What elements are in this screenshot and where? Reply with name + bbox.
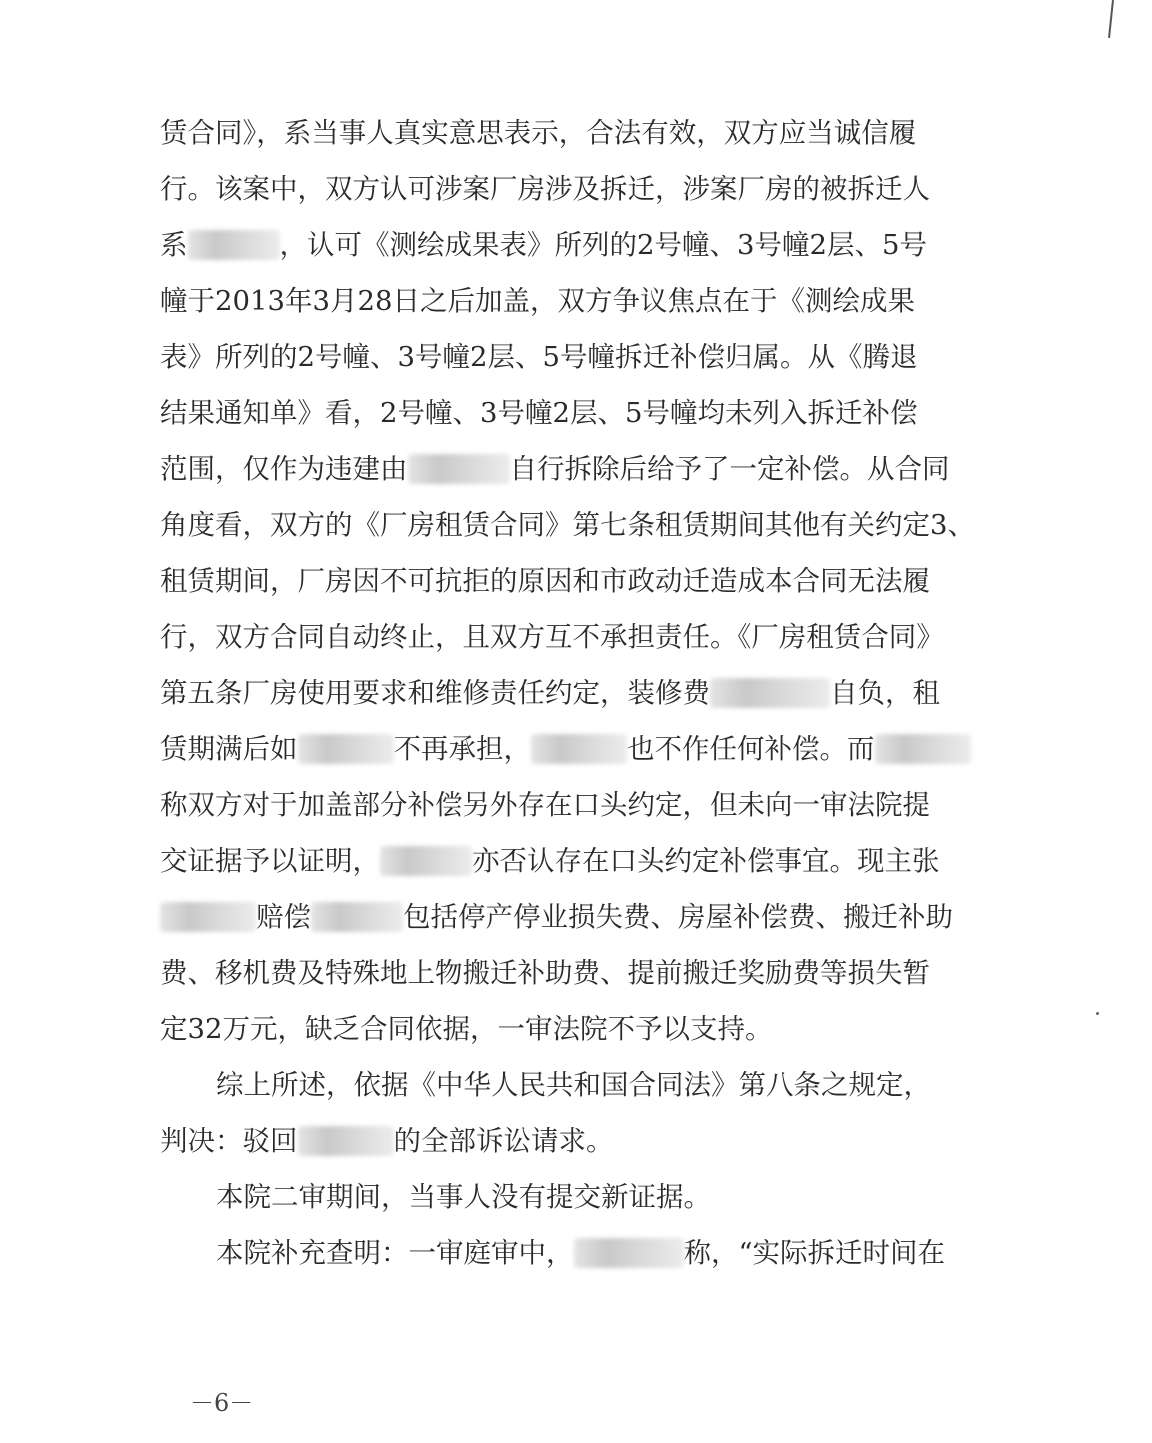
text-line xyxy=(160,340,917,374)
text-line xyxy=(160,1012,773,1046)
text-segment: 亦否认存在口头约定补偿事宜。现主张 xyxy=(472,845,940,877)
text-segment: 本院补充查明：一审庭审中， xyxy=(216,1237,574,1269)
redaction-blur xyxy=(380,846,472,876)
redaction-blur xyxy=(408,454,510,484)
text-segment: 行。该案中，双方认可涉案厂房涉及拆迁，涉案厂房的被拆迁人 xyxy=(160,173,930,205)
text-segment: 赔偿 xyxy=(256,901,311,933)
text-line xyxy=(160,452,950,486)
text-line xyxy=(160,676,940,710)
page-number: －6－ xyxy=(190,1389,254,1417)
text-line xyxy=(160,1124,614,1158)
text-segment: 本院二审期间，当事人没有提交新证据。 xyxy=(216,1181,711,1213)
text-segment: 租赁期间，厂房因不可抗拒的原因和市政动迁造成本合同无法履 xyxy=(160,565,930,597)
redaction-blur xyxy=(298,1126,394,1156)
text-line xyxy=(160,172,930,206)
text-segment: 的全部诉讼请求。 xyxy=(393,1125,614,1157)
text-segment: 判决：驳回 xyxy=(160,1125,298,1157)
text-line xyxy=(160,564,930,598)
text-segment: 幢于2013年3月28日之后加盖，双方争议焦点在于《测绘成果 xyxy=(160,285,915,317)
text-segment: ，认可《测绘成果表》所列的2号幢、3号幢2层、5号 xyxy=(279,229,927,261)
redaction-blur xyxy=(160,902,256,932)
text-segment: 综上所述，依据《中华人民共和国合同法》第八条之规定， xyxy=(216,1069,931,1101)
redaction-blur xyxy=(710,678,830,708)
text-line xyxy=(160,284,915,318)
text-segment: 系 xyxy=(160,229,188,261)
text-segment: 包括停产停业损失费、房屋补偿费、搬迁补助 xyxy=(403,901,953,933)
text-segment: 称双方对于加盖部分补偿另外存在口头约定，但未向一审法院提 xyxy=(160,789,930,821)
text-segment: 不再承担， xyxy=(393,733,531,765)
text-segment: 结果通知单》看，2号幢、3号幢2层、5号幢均未列入拆迁补偿 xyxy=(160,397,918,429)
text-segment: 自行拆除后给予了一定补偿。从合同 xyxy=(509,453,950,485)
text-line xyxy=(160,900,953,934)
scan-dust xyxy=(1096,1012,1099,1015)
text-segment: 行，双方合同自动终止，且双方互不承担责任。《厂房租赁合同》 xyxy=(160,621,944,653)
redaction-blur xyxy=(188,230,280,260)
text-line xyxy=(160,788,930,822)
text-line xyxy=(160,732,971,766)
text-segment: 称，“实际拆迁时间在 xyxy=(683,1237,946,1269)
text-segment: 费、移机费及特殊地上物搬迁补助费、提前搬迁奖励费等损失暂 xyxy=(160,957,930,989)
text-segment: 第五条厂房使用要求和维修责任约定，装修费 xyxy=(160,677,710,709)
text-segment: 角度看，双方的《厂房租赁合同》第七条租赁期间其他有关约定3、 xyxy=(160,509,975,541)
redaction-blur xyxy=(531,734,627,764)
text-segment: 赁期满后如 xyxy=(160,733,298,765)
text-line xyxy=(160,508,975,542)
text-segment: 交证据予以证明， xyxy=(160,845,380,877)
text-segment: 定32万元，缺乏合同依据，一审法院不予以支持。 xyxy=(160,1013,773,1045)
text-line xyxy=(160,620,944,654)
text-line xyxy=(160,228,927,262)
text-segment: 赁合同》，系当事人真实意思表示，合法有效，双方应当诚信履 xyxy=(160,117,917,149)
text-line xyxy=(160,396,917,430)
text-line xyxy=(160,956,930,990)
text-segment: 表》所列的2号幢、3号幢2层、5号幢拆迁补偿归属。从《腾退 xyxy=(160,341,918,373)
text-line xyxy=(216,1180,711,1214)
text-segment: 自负，租 xyxy=(830,677,940,709)
text-line xyxy=(216,1068,931,1102)
redaction-blur xyxy=(311,902,403,932)
text-line xyxy=(216,1236,945,1270)
redaction-blur xyxy=(574,1238,684,1268)
text-line xyxy=(160,116,916,150)
scan-mark xyxy=(1108,0,1114,38)
text-segment: 范围，仅作为违建由 xyxy=(160,453,408,485)
redaction-blur xyxy=(875,734,971,764)
redaction-blur xyxy=(298,734,394,764)
text-segment: 也不作任何补偿。而 xyxy=(627,733,875,765)
text-line xyxy=(160,844,940,878)
